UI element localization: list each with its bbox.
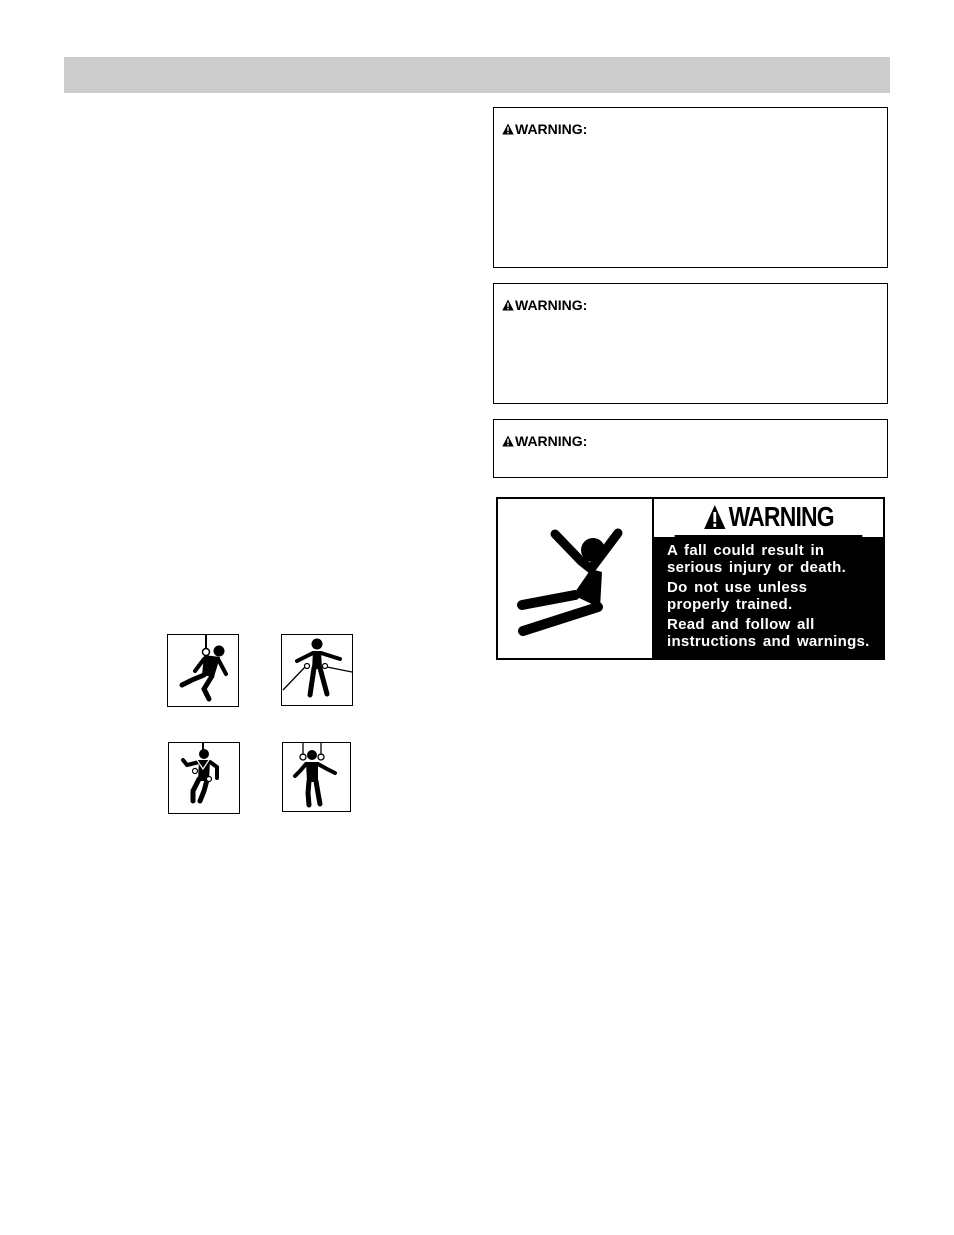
- label-body: [654, 537, 883, 658]
- warning-heading-text: WARNING:: [515, 433, 588, 449]
- warning-heading-text: WARNING:: [515, 121, 588, 137]
- label-line: A fall could result in serious injury or death.: [667, 542, 847, 576]
- suspended-person-icon: [168, 635, 238, 706]
- warning-triangle-icon: [502, 299, 514, 311]
- warning-heading: [502, 433, 587, 449]
- warning-triangle-icon: [703, 504, 726, 530]
- fall-warning-label: [496, 497, 885, 660]
- warning-triangle-icon: [502, 435, 514, 447]
- restraint-pictogram: [281, 634, 353, 706]
- section-header-bar: [64, 57, 890, 93]
- label-line: Read and follow all instructions and warnings.: [667, 616, 870, 650]
- positioning-pictogram: [168, 742, 240, 814]
- warning-box-2: [493, 283, 888, 404]
- suspension-pictogram: [167, 634, 239, 707]
- warning-heading-text: WARNING:: [515, 297, 588, 313]
- restrained-person-icon: [282, 635, 352, 705]
- label-line: Do not use unless properly trained.: [667, 579, 808, 613]
- warning-box-1: [493, 107, 888, 268]
- falling-person-icon: [498, 499, 652, 658]
- warning-box-3: [493, 419, 888, 478]
- positioned-person-icon: [169, 743, 239, 813]
- label-title-text: WARNING: [728, 501, 834, 532]
- rescue-person-icon: [283, 743, 350, 811]
- label-figure: [498, 499, 654, 658]
- warning-heading: [502, 297, 587, 313]
- warning-triangle-icon: [502, 123, 514, 135]
- warning-heading: [502, 121, 587, 137]
- label-title: [675, 499, 863, 537]
- rescue-pictogram: [282, 742, 351, 812]
